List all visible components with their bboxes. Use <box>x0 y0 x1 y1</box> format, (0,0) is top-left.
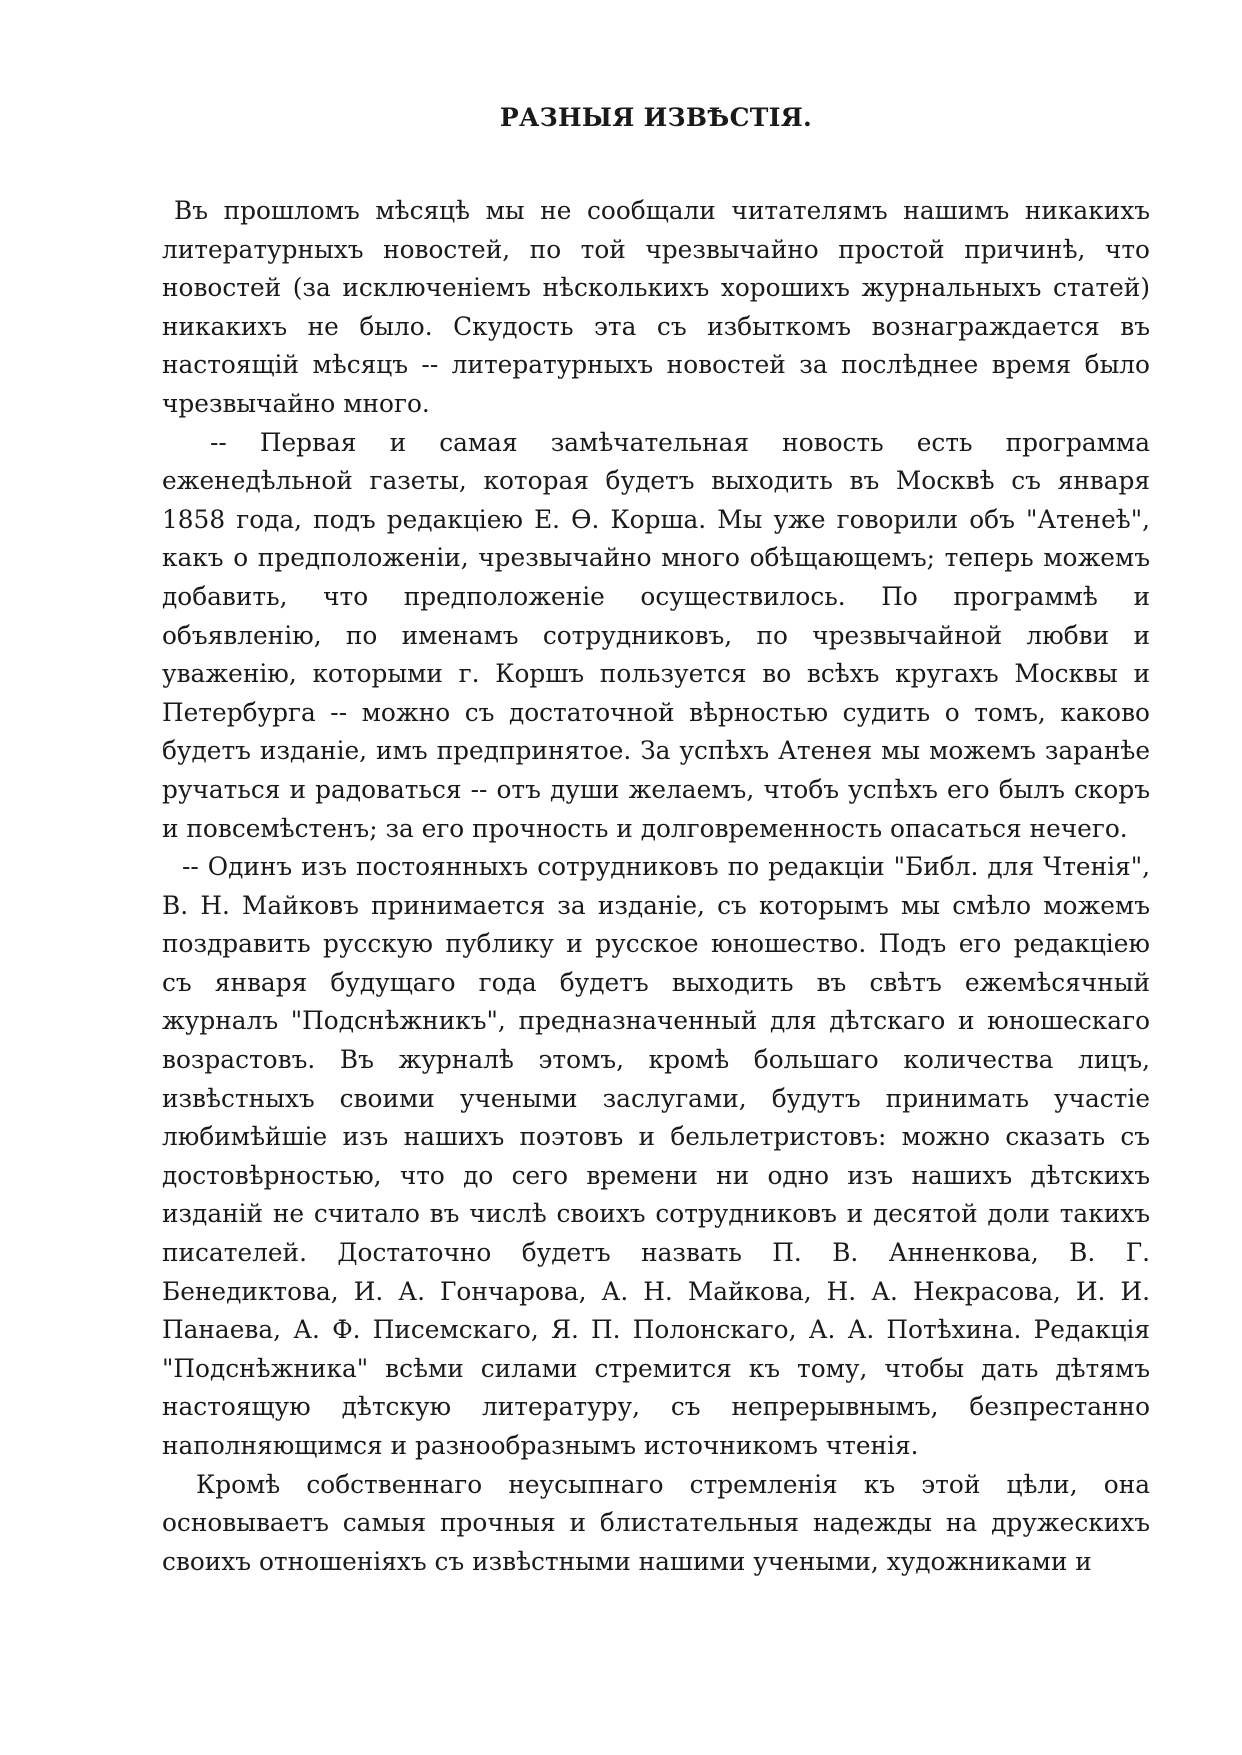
paragraph-podsnezhnik: -- Одинъ изъ постоянныхъ сотрудниковъ по редакціи "Библ. для Чтенія", В. Н. Майковъ принимается за изданіе, съ которымъ мы смѣло можемъ поздравить русскую публику и русское юношество. Подъ его редакціею съ января будущаго года будетъ выходить въ свѣтъ ежемѣсячный журналъ "Подснѣжникъ", предназначенный для дѣтскаго и юношескаго возрастовъ. Въ журналѣ этомъ, кромѣ большаго количества лицъ, извѣстныхъ своими учеными заслугами, будутъ принимать участіе любимѣйшіе изъ нашихъ поэтовъ и бельлетристовъ: можно сказать съ достовѣрностью, что до сего времени ни одно изъ нашихъ дѣтскихъ изданій не считало въ числѣ своихъ сотрудниковъ и десятой доли такихъ писателей. Достаточно будетъ назвать П. В. Анненкова, В. Г. Бенедиктова, И. А. Гончарова, А. Н. Майкова, Н. А. Некрасова, И. И. Панаева, А. Ф. Писемскаго, Я. П. Полонскаго, А. А. Потѣхина. Редакція "Подснѣжника" всѣми силами стремится къ тому, чтобы дать дѣтямъ настоящую дѣтскую литературу, съ непрерывнымъ, безпрестанно наполняющимся и разнообразнымъ источникомъ чтенія. <box>162 852 1150 1460</box>
paragraph-atenei: -- Первая и самая замѣчательная новость есть программа еженедѣльной газеты, которая будетъ выходить въ Москвѣ съ января 1858 года, подъ редакціею Е. Ѳ. Корша. Мы уже говорили объ "Атенеѣ", какъ о предположеніи, чрезвычайно много обѣщающемъ; теперь можемъ добавить, что предположеніе осуществилось. По программѣ и объявленію, по именамъ сотрудниковъ, по чрезвычайной любви и уваженію, которыми г. Коршъ пользуется во всѣхъ кругахъ Москвы и Петербурга -- можно съ достаточной вѣрностью судить о томъ, каково будетъ изданіе, имъ предпринятое. За успѣхъ Атенея мы можемъ заранѣе ручаться и радоваться -- отъ души желаемъ, чтобъ успѣхъ его былъ скоръ и повсемѣстенъ; за его прочность и долговременность опасаться нечего. <box>162 427 1150 843</box>
paragraph-continuation: Кромѣ собственнаго неусыпнаго стремленія къ этой цѣли, она основываетъ самыя прочныя и блистательныя надежды на дружескихъ своихъ отношеніяхъ съ извѣстными нашими учеными, художниками и <box>162 1469 1150 1576</box>
paragraph-intro: Въ прошломъ мѣсяцѣ мы не сообщали читателямъ нашимъ никакихъ литературныхъ новостей, по той чрезвычайно простой причинѣ, что новостей (за исключеніемъ нѣсколькихъ хорошихъ журнальныхъ статей) никакихъ не было. Скудость эта съ избыткомъ вознаграждается въ настоящій мѣсяцъ -- литературныхъ новостей за послѣднее время было чрезвычайно много. <box>162 196 1150 418</box>
document-page <box>162 96 1150 1581</box>
page-title: РАЗНЫЯ ИЗВѢСТІЯ. <box>499 103 813 132</box>
article-body <box>162 192 1150 1581</box>
